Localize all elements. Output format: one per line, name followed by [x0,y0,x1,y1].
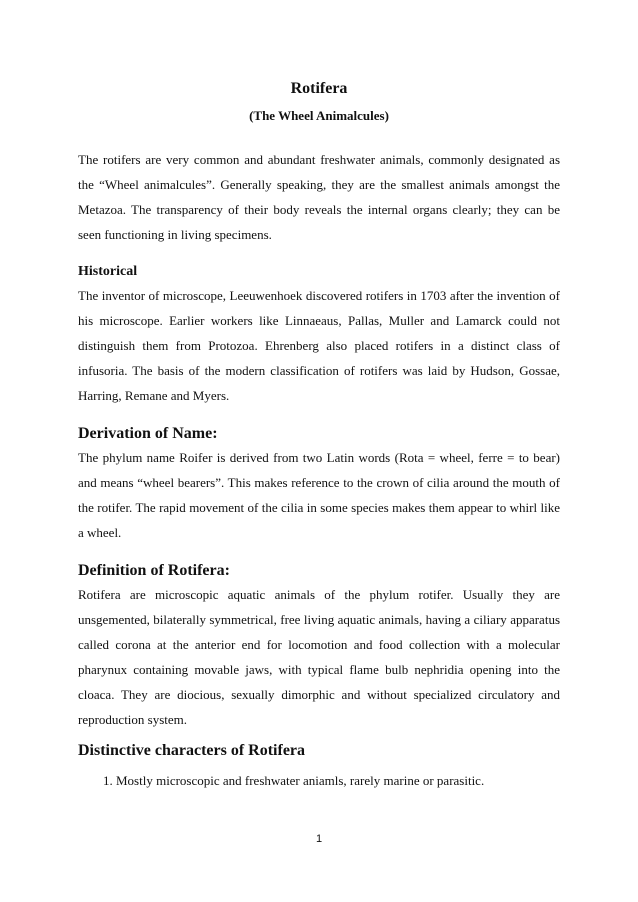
historical-heading: Historical [78,264,138,279]
historical-section [78,262,560,408]
definition-section [78,560,560,732]
document-subtitle: (The Wheel Animalcules) [249,108,389,123]
document-title: Rotifera [290,80,348,97]
definition-heading: Definition of Rotifera: [78,562,230,579]
page-number: 1 [315,833,323,845]
historical-paragraph: The inventor of microscope, Leeuwenhoek discovered rotifers in 1703 after the invention of his microscope. Earlier workers like Linnaeaus, Pallas, Muller and Lamarck could not distinguish them from Protozoa. Ehrenberg also placed rotifers in a distinct class of infusoria. The basis of the modern classification of rotifers was laid by Hudson, Gossae, Harring, Remane and Myers. [78,288,560,403]
derivation-section [78,423,560,545]
intro-section [78,147,560,247]
distinctive-heading: Distinctive characters of Rotifera [78,742,306,759]
intro-paragraph: The rotifers are very common and abundant freshwater animals, commonly designated as the “Wheel animalcules”. Generally speaking, they are the smallest animals amongst the Metazoa. The transparency of their body reveals the internal organs clearly; they can be seen functioning in living specimens. [78,152,560,242]
definition-paragraph: Rotifera are microscopic aquatic animals of the phylum rotifer. Usually they are unsgemented, bilaterally symmetrical, free living aquatic animals, having a ciliary apparatus called corona at the anterior end for locomotion and food collection with a molecular pharynux containing movable jaws, with typical flame bulb nephridia opening into the cloaca. They are diocious, sexually dimorphic and without specialized circulatory and reproduction system. [78,587,560,727]
distinctive-section [78,740,560,762]
derivation-heading: Derivation of Name: [78,425,218,442]
distinctive-list [78,770,598,792]
derivation-paragraph: The phylum name Roifer is derived from two Latin words (Rota = wheel, ferre = to bear) and means “wheel bearers”. This makes reference to the crown of cilia around the mouth of the rotifer. The rapid movement of the cilia in some species makes them appear to whirl like a wheel. [78,450,560,540]
list-item: 1. Mostly microscopic and freshwater aniamls, rarely marine or parasitic. [116,770,598,792]
